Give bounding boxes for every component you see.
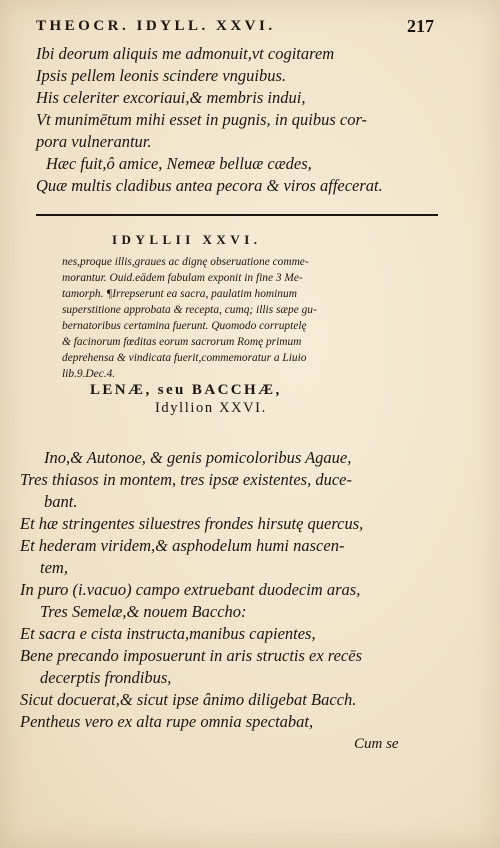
verse-line: Quæ multis cladibus antea pecora & viros affecerat. <box>36 176 383 195</box>
argument-subtitle: Idyllion XXVI. <box>155 400 267 416</box>
verse-line: pora vulnerantur. <box>36 132 152 151</box>
verse-line: Sicut docuerat,& sicut ipse ânimo diligebat Bacch. <box>20 690 357 709</box>
verse-line: bant. <box>44 492 78 511</box>
verse-line: Tres thiasos in montem, tres ipsæ existentes, duce- <box>20 470 352 489</box>
verse-line: Ibi deorum aliquis me admonuit,vt cogitarem <box>36 44 335 63</box>
verse-line: Et hederam viridem,& asphodelum humi nascen- <box>20 536 345 555</box>
verse-line: Ipsis pellem leonis scindere vnguibus. <box>36 66 287 85</box>
verse-line: His celeriter excoriaui,& membris indui, <box>36 88 306 107</box>
verse-line: Bene precando imposuerunt in aris structis ex recēs <box>20 646 363 665</box>
verse-line: Tres Semelæ,& nouem Baccho: <box>40 602 247 621</box>
verse-line: tem, <box>40 558 68 577</box>
catchword: Cum se <box>354 736 399 752</box>
verse-line: In puro (i.vacuo) campo extruebant duodecim aras, <box>20 580 361 599</box>
commentary-line: nes,proque illis,graues ac dignę obseruatione comme- <box>62 256 309 268</box>
argument-title: LENÆ, seu BACCHÆ, <box>90 382 282 398</box>
commentary-line: deprehensa & vindicata fuerit,commemoratur a Liuio <box>62 352 307 364</box>
verse-line: Ino,& Autonoe, & genis pomicoloribus Agaue, <box>44 448 352 467</box>
page-header <box>36 18 434 40</box>
commentary-line: morantur. Ouid.eādem fabulam exponit in fine 3 Me- <box>62 272 303 284</box>
section-rule <box>36 214 438 216</box>
commentary-line: & facinorum fœditas eorum sacrorum Romę primum <box>62 336 302 348</box>
commentary-line: bernatoribus certamina fuerunt. Quomodo corruptelę <box>62 320 307 332</box>
running-title: THEOCR. IDYLL. XXVI. <box>36 18 276 34</box>
verse-line: Vt munimētum mihi esset in pugnis, in quibus cor- <box>36 110 368 129</box>
verse-line: Et hæ stringentes siluestres frondes hirsutę quercus, <box>20 514 364 533</box>
commentary-line: lib.9.Dec.4. <box>62 368 116 380</box>
page-number: 217 <box>407 16 434 36</box>
section-title: IDYLLII XXVI. <box>112 232 262 247</box>
commentary-line: superstitione approbata & recepta, cumq; illis sæpe gu- <box>62 304 317 316</box>
verse-line: Hæc fuit,ô amice, Nemeæ belluæ cædes, <box>46 154 312 173</box>
commentary-line: tamorph. ¶Irrepserunt ea sacra, paulatim hominum <box>62 288 297 300</box>
verse-line: Et sacra e cista instructa,manibus capientes, <box>20 624 316 643</box>
verse-line: decerptis frondibus, <box>40 668 172 687</box>
verse-line: Pentheus vero ex alta rupe omnia spectabat, <box>20 712 314 731</box>
